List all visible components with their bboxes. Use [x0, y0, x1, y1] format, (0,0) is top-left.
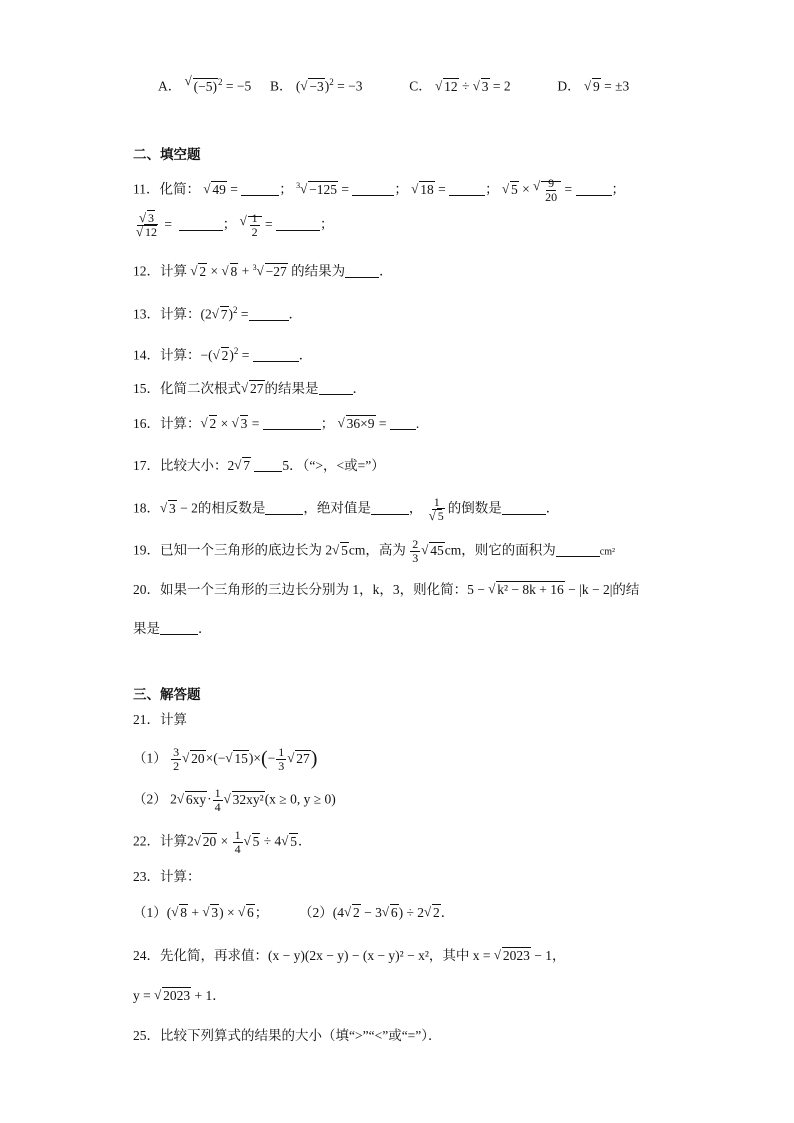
q10-options: A． √ $(-5)^2 = -5$ B． (√ −3)$^2$ = −3 C． √ 12 ÷ √ 3 = 2 D． √ 9 = ±3	[158, 72, 629, 97]
q11-blank-1[interactable]	[241, 181, 279, 196]
q14-blank[interactable]	[253, 347, 299, 362]
question-21-part-2: （2） 2√ 6xy· $\frac{1}{4}$ √ 32xy²(x ≥ 0, y ≥ 0)	[133, 787, 336, 814]
q19-unit-1: cm，高为	[348, 542, 406, 558]
q13-post: )	[228, 306, 233, 322]
q20-line2-text: 果是	[133, 621, 160, 636]
q19-base-pre: 2	[325, 542, 333, 558]
q11-blank-5[interactable]	[179, 216, 223, 231]
q18-blank-1[interactable]	[265, 500, 303, 515]
q21-p2-radical-1: √ 6xy	[177, 790, 207, 810]
q17-post: 5．（“>，<或=”）	[282, 458, 385, 473]
q17-label: 17．比较大小：	[133, 458, 228, 473]
question-23: 23．计算：	[133, 869, 201, 884]
q11-fraction: √ 3 √ 12	[134, 212, 160, 239]
q14-post: )	[229, 347, 234, 363]
q13-radical: √ 7	[212, 305, 229, 325]
option-a-label: A．	[158, 78, 182, 94]
q15-blank[interactable]	[319, 380, 353, 395]
q15-label: 15．化简二次根式	[133, 381, 241, 396]
q22-radical-1: √ 20	[194, 832, 218, 852]
q21-p1-fraction: $\frac{3}{2}$	[173, 745, 180, 773]
q13-pre: (2	[200, 306, 212, 322]
q19-fraction: $\frac{2}{3}$	[412, 537, 419, 565]
q22-radical-3: √ 5	[281, 832, 298, 852]
q16-radical-1: √ 2	[201, 414, 218, 434]
q11-radical-5: √ $\frac{9}{20}$	[533, 177, 561, 204]
question-24	[133, 946, 566, 966]
q16-radical-2: √ 3	[232, 414, 249, 434]
q23-p1-radical-2: √ 3	[202, 903, 219, 923]
q18-text-2: ，绝对值是	[303, 500, 371, 516]
q21-p2-label: （2）	[133, 791, 167, 807]
q20-post: − |k − 2|的结	[564, 582, 640, 597]
q16-blank-2[interactable]	[390, 415, 416, 430]
q19-unit-2: cm，则它的面积为	[444, 542, 556, 558]
q15-radical: √ 27	[241, 379, 265, 399]
q11-radical-3: √ 18	[411, 180, 435, 200]
q20-end: ．	[198, 621, 212, 636]
q23-p2-radical-3: √ 2	[424, 903, 441, 923]
q21-p2-radical-2: √ 32xy²	[224, 790, 265, 810]
question-21-part-1: （1） $\frac{3}{2}$ √ 20×(−√ 15)×(− $\frac{1}{3}$ √ 27)	[133, 746, 317, 773]
q24-expr: (x − y)(2x − y) − (x − y)² − x²	[268, 948, 429, 963]
option-b-radical: √ −3	[300, 77, 324, 97]
question-20-line2	[133, 619, 212, 639]
q18-end: ．	[545, 500, 560, 516]
question-23-parts: （1）(√ 8 + √ 3) × √ 6； （2）(4√ 2 − 3√ 6) ÷ 2√ 2．	[133, 903, 454, 923]
q21-p1-radical-2: √ 15	[225, 749, 249, 769]
question-17	[133, 456, 385, 476]
q13-sup: 2	[233, 305, 238, 315]
q21-p2-fraction: $\frac{1}{4}$	[214, 786, 221, 814]
q11-blank-6[interactable]	[276, 216, 320, 231]
option-d-result: = ±3	[600, 78, 630, 94]
q23-p2-radical-2: √ 6	[382, 903, 399, 923]
option-a-result: = −5	[222, 78, 252, 94]
option-d-radical: √ 9	[584, 77, 601, 97]
q22-mid: ÷ 4	[260, 833, 282, 849]
option-c-radical-2: √ 3	[473, 77, 490, 97]
q12-radical-1: √ 2	[190, 262, 207, 282]
question-13: 13．计算：(2√ 7)$^2$ = ．	[133, 300, 302, 325]
option-b-label: B．	[269, 78, 293, 94]
q23-p1-radical-3: √ 6	[238, 903, 255, 923]
q17-blank[interactable]	[254, 457, 282, 472]
q13-eq: =	[237, 306, 249, 322]
q13-blank[interactable]	[249, 306, 289, 321]
q22-radical-2: √ 5	[244, 832, 261, 852]
q11-label: 11．化简：	[133, 181, 200, 197]
q14-radical: √ 2	[213, 346, 230, 366]
q16-radical-3: √ 36×9	[338, 414, 376, 434]
question-22: 22．计算2√ 20 × $\frac{1}{4}$ √ 5 ÷ 4√ 5．	[133, 829, 312, 856]
q21-p1-radical-3: √ 27	[287, 749, 311, 769]
q15-tail: 的结果是	[264, 381, 319, 396]
option-c-label: C．	[409, 78, 432, 94]
question-16: 16．计算：√ 2 × √ 3 = ； √ 36×9 = .	[133, 414, 419, 434]
section-answer-title: 三、解答题	[133, 687, 201, 703]
question-18: 18．√ 3 − 2的相反数是 ，绝对值是 ， 1 √ 5 的倒数是 ．	[133, 496, 559, 523]
q20-pre: 5 −	[467, 582, 489, 597]
question-12: 12．计算 √ 2 × √ 8 + $^3$√ −27 的结果为 ．	[133, 258, 393, 282]
q18-text-1: − 2的相反数是	[176, 500, 266, 516]
q18-blank-2[interactable]	[371, 500, 409, 515]
q16-label: 16．计算：	[133, 416, 201, 431]
question-11-line2: √ 3 √ 12 = ； √ $\frac{1}{2}$ = ；	[133, 212, 334, 239]
q22-fraction: $\frac{1}{4}$	[234, 828, 241, 856]
q11-blank-3[interactable]	[449, 181, 485, 196]
q16-eq-2: =	[375, 416, 390, 431]
option-a-radical: √ $(-5)^2$	[185, 72, 223, 97]
q11-blank-2[interactable]	[352, 181, 394, 196]
q11-radical-6: √ $\frac{1}{2}$	[240, 212, 262, 239]
q12-radical-3: √ −27	[257, 262, 288, 282]
question-15: 15．化简二次根式√ 27的结果是 ．	[133, 379, 366, 399]
q24-x-end: − 1，	[530, 948, 566, 963]
q20-radical: √ k² − 8k + 16	[488, 580, 565, 600]
question-19	[133, 538, 615, 565]
q22-end: ．	[298, 833, 312, 849]
q24-y-end: + 1．	[191, 988, 226, 1003]
q24-y-radical: √ 2023	[154, 986, 191, 1006]
question-20	[133, 580, 639, 600]
q11-index: 3	[296, 181, 301, 190]
q23-p2-radical-1: √ 2	[344, 903, 361, 923]
q11-blank-4[interactable]	[576, 181, 612, 196]
q19-label: 19．已知一个三角形的底边长为	[133, 542, 322, 558]
q24-y-pre: y =	[133, 988, 155, 1003]
section-fill-blank-title: 二、填空题	[133, 147, 201, 163]
q12-label: 12．计算	[133, 263, 187, 279]
q20-blank[interactable]	[160, 620, 198, 635]
q18-text-3: 的倒数是	[447, 500, 502, 516]
option-b-result: = −3	[333, 78, 363, 94]
question-11: 11．化简： √ 49 = ； $^3$√ −125 = ； √ 18 = ； √ 5 × √ $\frac{9}{20}$ = ；	[133, 176, 625, 204]
q24-label: 24．先化简，再求值：	[133, 948, 268, 963]
q23-p2-label: （2）	[298, 905, 333, 920]
q21-p1-radical-1: √ 20	[182, 749, 206, 769]
q12-radical-2: √ 8	[222, 262, 239, 282]
q17-radical: √ 7	[234, 456, 251, 476]
q19-blank[interactable]	[556, 542, 600, 557]
q17-pre: 2	[227, 458, 235, 473]
q23-p1-label: （1）	[133, 905, 167, 920]
q14-pre: −(	[200, 347, 213, 363]
q18-label: 18．	[133, 500, 160, 516]
option-c-radical-1: √ 12	[435, 77, 459, 97]
q16-eq-1: =	[248, 416, 263, 431]
q22-pre: 2	[187, 833, 194, 849]
q13-label: 13．计算：	[133, 306, 201, 322]
q21-p1-fraction-2: $\frac{1}{3}$	[278, 745, 285, 773]
q21-p2-cond: (x ≥ 0, y ≥ 0)	[264, 791, 336, 807]
q23-p1-radical-1: √ 8	[171, 903, 188, 923]
option-d-label: D．	[557, 78, 581, 94]
q21-p1-label: （1）	[133, 750, 167, 766]
q12-index: 3	[252, 263, 257, 272]
q12-blank[interactable]	[345, 263, 379, 278]
question-21: 21．计算	[133, 712, 187, 727]
question-25: 25．比较下列算式的结果的大小（填“>”“<”或“=”）．	[133, 1028, 442, 1043]
q11-radical-4: √ 5	[502, 180, 519, 200]
question-14: 14．计算：−(√ 2)$^2$ = ．	[133, 341, 312, 366]
q19-height-radical: √ 45	[421, 541, 445, 561]
q11-radical-2: √ −125	[300, 180, 338, 200]
q18-fraction: 1 √ 5	[427, 496, 447, 523]
q21-p1-mid2: )×	[248, 750, 261, 766]
q19-base-radical: √ 5	[332, 541, 349, 561]
q14-eq: =	[238, 347, 253, 363]
q18-blank-3[interactable]	[502, 500, 546, 515]
q11-radical-1: √ 49	[203, 180, 227, 200]
q16-blank-1[interactable]	[263, 415, 321, 430]
q18-radical: √ 3	[160, 499, 177, 519]
q24-tail: ，其中 x =	[428, 948, 494, 963]
question-24-line2	[133, 986, 226, 1006]
q21-p1-mid: ×(−	[205, 750, 226, 766]
q14-label: 14．计算：	[133, 347, 201, 363]
q12-tail: 的结果为	[291, 263, 346, 279]
option-c-result: = 2	[489, 78, 511, 94]
q21-p2-pre: 2	[170, 791, 177, 807]
q22-label: 22．计算	[133, 833, 187, 849]
option-c-op: ÷	[458, 78, 473, 94]
q19-unit-3: cm²	[599, 546, 615, 558]
q20-label: 20．如果一个三角形的三边长分别为 1，k，3，则化简：	[133, 582, 468, 597]
q14-sup: 2	[233, 346, 239, 356]
q24-x-radical: √ 2023	[494, 946, 531, 966]
